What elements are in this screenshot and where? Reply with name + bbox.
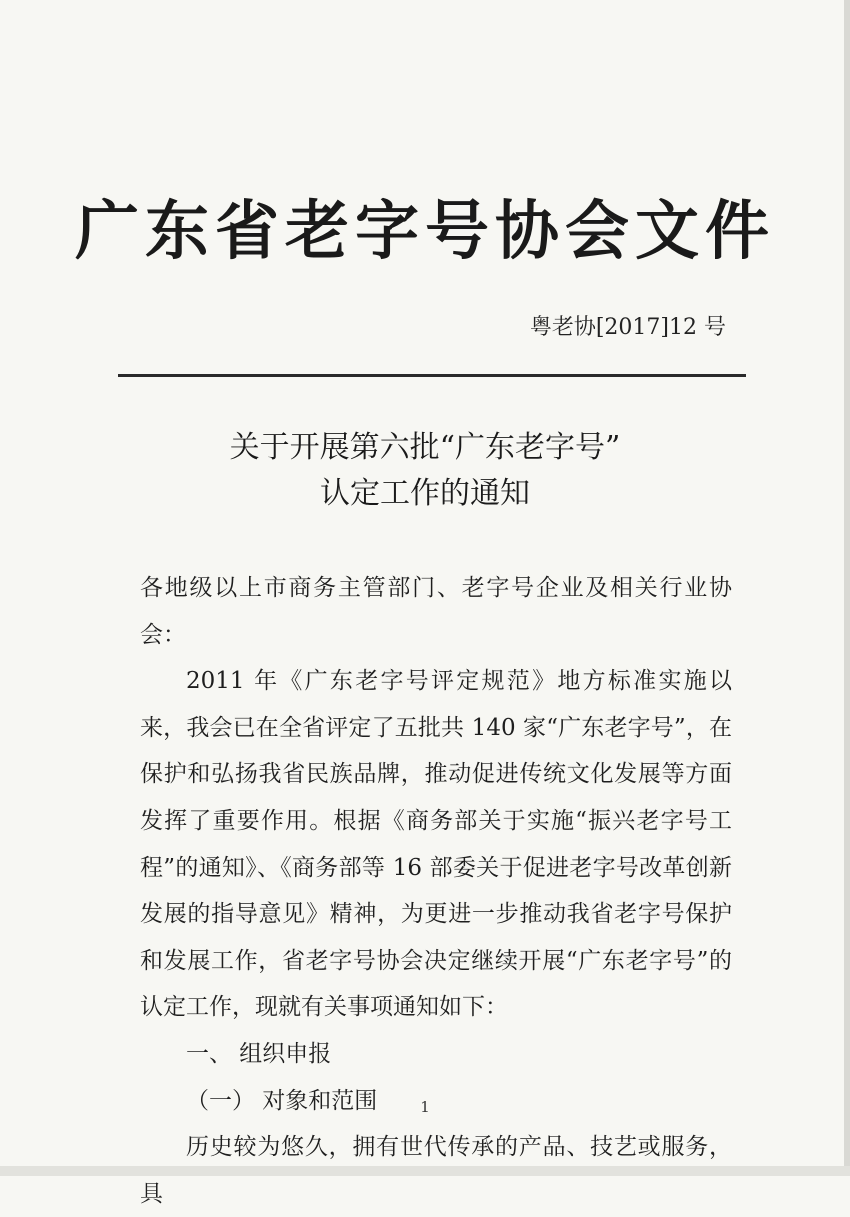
document-number: 粤老协[2017]12 号	[529, 315, 726, 340]
notice-body	[140, 565, 732, 1217]
section-heading-1: 一、 组织申报	[186, 1040, 332, 1067]
body-paragraph-1: 2011 年《广东老字号评定规范》地方标准实施以来，我会已在全省评定了五批共 140 家“广东老字号”，在保护和弘扬我省民族品牌，推动促进传统文化发展等方面发挥了重要作用。根据《商务部关于实施“振兴老字号工程”的通知》、《商务部等 16 部委关于促进老字号改革创新发展的指导意见》精神，为更进一步推动我省老字号保护和发展工作，省老字号协会决定继续开展“广东老字号”的认定工作，现就有关事项通知如下：	[140, 668, 732, 1021]
subsection-heading-1: （一） 对象和范围	[186, 1087, 378, 1114]
notice-title	[0, 425, 850, 517]
scan-edge	[844, 0, 850, 1176]
body-paragraph-2: 历史较为悠久，拥有世代传承的产品、技艺或服务，具	[140, 1134, 732, 1207]
document-header-title: 广东省老字号协会文件	[75, 194, 775, 269]
notice-title-line-1: 关于开展第六批“广东老字号”	[229, 430, 621, 465]
page-number: 1	[420, 1098, 430, 1116]
scan-bottom-edge	[0, 1166, 850, 1176]
salutation: 各地级以上市商务主管部门、老字号企业及相关行业协会：	[140, 575, 732, 648]
notice-title-line-2: 认定工作的通知	[320, 476, 530, 511]
header-divider	[118, 374, 746, 377]
